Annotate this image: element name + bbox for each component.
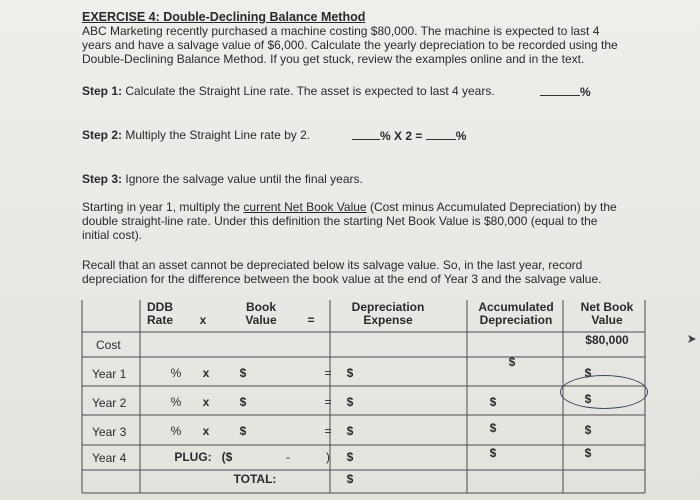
cost-net-book-value: $80,000 — [585, 333, 629, 347]
year2-times: x — [202, 395, 210, 409]
para2-line-2: depreciation for the difference between the book value at the end of Year 3 and the salvage value. — [82, 272, 602, 286]
year4-plug-open[interactable]: ($ — [221, 450, 233, 464]
header-accumulated: Accumulated — [478, 300, 554, 314]
year3-equals: = — [324, 424, 332, 438]
step2-answer[interactable] — [352, 128, 466, 143]
header-equals: = — [307, 313, 315, 327]
header-net-book-value — [568, 301, 646, 327]
header-accumulated-depreciation — [470, 301, 562, 327]
step2-blank-result[interactable] — [426, 128, 456, 140]
year3-expense-dollar[interactable]: $ — [346, 424, 354, 438]
row-label-year1: Year 1 — [92, 367, 127, 381]
step2-blank-rate[interactable] — [352, 128, 380, 140]
header-book-value — [238, 301, 284, 327]
para1-post: (Cost minus Accumulated Depreciation) by the — [366, 200, 617, 214]
year4-minus: - — [286, 450, 290, 464]
year4-accum-dollar[interactable]: $ — [489, 446, 497, 460]
step1-label: Step 1: — [82, 84, 123, 98]
year1-expense-dollar[interactable]: $ — [346, 366, 354, 380]
header-nbv-value: Value — [591, 313, 623, 327]
year1-times: x — [202, 366, 210, 380]
year4-plug-label: PLUG: — [174, 450, 212, 464]
para1-pre: Starting in year 1, multiply the — [82, 200, 244, 214]
step3-text: Ignore the salvage value until the final years. — [125, 172, 363, 186]
step1-unit: % — [580, 85, 591, 99]
para2-line-1: Recall that an asset cannot be depreciated below its salvage value. So, in the last year, record — [82, 258, 583, 272]
step2-text: Multiply the Straight Line rate by 2. — [125, 128, 311, 142]
step3-line — [82, 172, 363, 186]
intro-line-1: ABC Marketing recently purchased a machine costing $80,000. The machine is expected to last 4 — [82, 24, 600, 38]
year3-times: x — [202, 424, 210, 438]
para1-line-2: double straight-line rate. Under this definition the starting Net Book Value is $80,000 (equal to the — [82, 214, 598, 228]
year3-accum-dollar[interactable]: $ — [489, 421, 497, 435]
year4-close-paren: ) — [326, 450, 330, 464]
step1-text: Calculate the Straight Line rate. The asset is expected to last 4 years. — [125, 84, 495, 98]
step1-line — [82, 84, 495, 98]
step2-label: Step 2: — [82, 128, 123, 142]
intro-line-2: years and have a salvage value of $6,000. Calculate the yearly depreciation to be recorded using the — [82, 38, 618, 52]
hand-drawn-oval-annotation — [560, 375, 648, 409]
year2-book-dollar[interactable]: $ — [239, 395, 247, 409]
row-label-year3: Year 3 — [92, 425, 127, 439]
row-label-year2: Year 2 — [92, 396, 127, 410]
header-accum-depreciation: Depreciation — [479, 313, 553, 327]
header-expense: Expense — [363, 313, 413, 327]
step1-answer[interactable] — [540, 84, 591, 99]
step2-middle: % X 2 = — [380, 129, 423, 143]
header-ddb-rate — [140, 301, 180, 327]
year2-rate-percent[interactable]: % — [170, 395, 182, 409]
year1-equals: = — [324, 366, 332, 380]
year2-expense-dollar[interactable]: $ — [346, 395, 354, 409]
step2-line — [82, 128, 310, 142]
header-net-book: Net Book — [580, 300, 634, 314]
year2-equals: = — [324, 395, 332, 409]
para1-link: current Net Book Value — [243, 200, 367, 214]
cursor-arrow-icon — [686, 333, 698, 345]
year2-accum-dollar[interactable]: $ — [489, 395, 497, 409]
year4-nbv-dollar[interactable]: $ — [584, 446, 592, 460]
year1-book-dollar[interactable]: $ — [239, 366, 247, 380]
year4-expense-dollar[interactable]: $ — [346, 450, 354, 464]
header-book: Book — [246, 300, 276, 314]
year3-book-dollar[interactable]: $ — [239, 424, 247, 438]
intro-line-3: Double-Declining Balance Method. If you get stuck, review the examples online and in the text. — [82, 52, 585, 66]
exercise-title: EXERCISE 4: Double-Declining Balance Method — [82, 10, 366, 24]
header-ddb: DDB — [147, 300, 173, 314]
step3-label: Step 3: — [82, 172, 123, 186]
header-times: x — [199, 313, 207, 327]
year1-rate-percent[interactable]: % — [170, 366, 182, 380]
total-expense-dollar[interactable]: $ — [346, 472, 354, 486]
header-rate: Rate — [146, 313, 173, 327]
header-value: Value — [245, 313, 277, 327]
year2-nbv-dollar[interactable]: $ — [584, 392, 592, 406]
row-label-cost: Cost — [96, 338, 121, 352]
step2-unit: % — [455, 129, 467, 143]
total-label: TOTAL: — [233, 472, 277, 486]
para1-line-1 — [82, 200, 617, 214]
row-label-year4: Year 4 — [92, 451, 127, 465]
year3-nbv-dollar[interactable]: $ — [584, 423, 592, 437]
para1-line-3: initial cost). — [82, 228, 143, 242]
header-depreciation: Depreciation — [351, 300, 425, 314]
step1-blank[interactable] — [540, 84, 580, 96]
year3-rate-percent[interactable]: % — [170, 424, 182, 438]
year1-nbv-dollar[interactable]: $ — [584, 366, 592, 380]
header-depreciation-expense — [346, 301, 430, 327]
year1-accum-dollar[interactable]: $ — [508, 355, 516, 369]
